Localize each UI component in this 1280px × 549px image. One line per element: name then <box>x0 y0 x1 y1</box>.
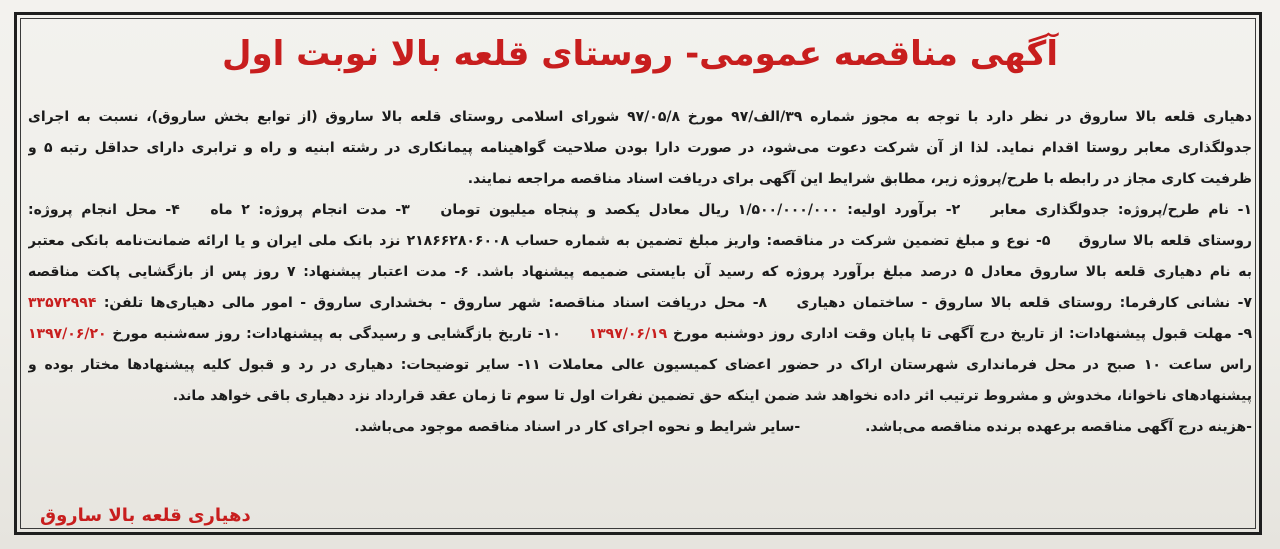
cost-note: -هزینه درج آگهی مناقصه برعهده برنده مناقصه می‌باشد. <box>865 419 1252 435</box>
project-location-label: ۴- محل انجام پروژه: <box>28 202 180 218</box>
documents-location: ۸- محل دریافت اسناد مناقصه: شهر ساروق - بخشداری ساروق - امور مالی دهیاری‌ها تلفن: <box>103 295 768 311</box>
deadline-text: ۹- مهلت قبول پیشنهادات: از تاریخ درج آگهی تا پایان وقت اداری روز دوشنبه مورخ <box>672 326 1252 342</box>
body-line-3: ظرفیت کاری مجاز در رابطه با طرح/پروژه زیر، مطابق شرایط این آگهی برای دریافت اسناد مناقصه مراجعه نمایند. <box>467 171 1252 187</box>
project-location: روستای قلعه بالا ساروق <box>1078 233 1252 249</box>
body-line-1: دهیاری قلعه بالا ساروق در نظر دارد با توجه به مجوز شماره ۳۹/الف/۹۷ مورخ ۹۷/۰۵/۸ شورای اسلامی روستای قلعه بالا ساروق (از توابع بخش ساروق)، نسبت به اجرای <box>28 109 1252 125</box>
deadline-date: ۱۳۹۷/۰۶/۱۹ <box>588 326 668 342</box>
project-duration: ۳- مدت انجام پروژه: ۲ ماه <box>210 202 410 218</box>
signature: دهیاری قلعه بالا ساروق <box>40 505 251 526</box>
notice-title: آگهی مناقصه عمومی- روستای قلعه بالا نوبت اول <box>222 34 1058 74</box>
initial-estimate: ۲- برآورد اولیه: ۱/۵۰۰/۰۰۰/۰۰۰ ریال معادل یکصد و پنجاه میلیون تومان <box>440 202 961 218</box>
body-line-11 <box>28 412 1252 443</box>
notice-body <box>28 102 1252 443</box>
body-line-6: به نام دهیاری قلعه بالا ساروق معادل ۵ درصد مبلغ برآورد پروژه که رسید آن بایستی ضمیمه پیشنهاد باشد. ۶- مدت اعتبار پیشنهاد: ۷ روز پس از بازگشایی پاکت مناقصه <box>28 264 1252 280</box>
opening-text: ۱۰- تاریخ بازگشایی و رسیدگی به پیشنهادات: روز سه‌شنبه مورخ <box>112 326 561 342</box>
phone-number: ۳۳۵۷۲۹۹۴ <box>28 295 97 311</box>
other-conditions-note: -سایر شرایط و نحوه اجرای کار در اسناد مناقصه موجود می‌باشد. <box>354 419 801 435</box>
employer-address: ۷- نشانی کارفرما: روستای قلعه بالا ساروق - ساختمان دهیاری <box>796 295 1252 311</box>
body-line-10: پیشنهادهای ناخوانا، مخدوش و مشروط ترتیب اثر داده نخواهد شد ضمن اینکه حق تضمین نفرات اول تا سوم تا زمان عقد قرارداد نزد دهیاری باقی خواهد ماند. <box>172 388 1252 404</box>
body-line-4 <box>28 195 1252 226</box>
guarantee-terms: ۵- نوع و مبلغ تضمین شرکت در مناقصه: واریز مبلغ تضمین به شماره حساب ۲۱۸۶۶۲۸۰۶۰۰۸ نزد بانک ملی ایران و یا ارائه ضمانت‌نامه بانکی معتبر <box>28 233 1051 249</box>
body-line-5 <box>28 226 1252 257</box>
project-name: ۱- نام طرح/پروژه: جدولگذاری معابر <box>990 202 1252 218</box>
opening-date: ۱۳۹۷/۰۶/۲۰ <box>28 326 107 342</box>
body-line-2: جدولگذاری معابر روستا اقدام نماید. لذا از آن شرکت دعوت می‌شود، در صورت دارا بودن صلاحیت گواهینامه پیمانکاری در رشته ابنیه و راه و ترابری دارای حداقل رتبه ۵ و <box>28 140 1252 156</box>
body-line-9: راس ساعت ۱۰ صبح در محل فرمانداری شهرستان اراک در حضور اعضای کمیسیون عالی معاملات ۱۱- سایر توضیحات: دهیاری در رد و قبول کلیه پیشنهادها مختار بوده و <box>28 357 1252 373</box>
body-line-8 <box>28 319 1252 350</box>
body-line-7 <box>28 288 1252 319</box>
